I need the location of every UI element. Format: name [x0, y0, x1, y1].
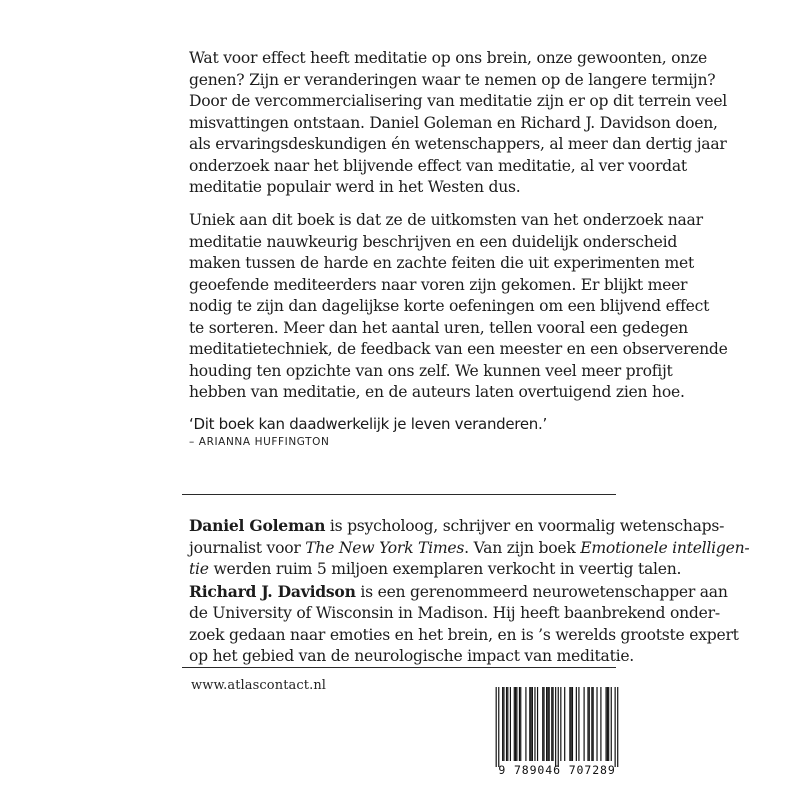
barcode-bar	[551, 687, 552, 761]
body-line: houding ten opzichte van ons zelf. We kunnen veel meer profijt	[189, 361, 673, 380]
barcode-bar	[496, 687, 497, 767]
barcode-bar	[552, 687, 553, 761]
barcode-bar	[600, 687, 601, 761]
barcode-bar	[560, 687, 561, 761]
description-line: misvattingen ontstaan. Daniel Goleman en Richard J. Davidson doen,	[189, 113, 718, 132]
barcode-bar	[587, 687, 588, 761]
barcode-bar	[515, 687, 516, 761]
barcode-bar	[617, 687, 618, 767]
barcode-bar	[530, 687, 531, 761]
barcode-bar	[516, 687, 517, 761]
author-bio-line: zoek gedaan naar emoties en het brein, en is ’s werelds grootste expert	[189, 625, 739, 644]
barcode-bar	[558, 687, 559, 767]
author-bio	[189, 515, 750, 668]
bio-text: . Van zijn boek	[464, 538, 581, 557]
publisher-website: www.atlascontact.nl	[191, 678, 327, 693]
barcode-bar	[596, 687, 597, 761]
author-name-davidson: Richard J. Davidson	[189, 581, 356, 601]
barcode-bar	[578, 687, 579, 761]
body-line: hebben van meditatie, en de auteurs laten overtuigend zien hoe.	[189, 383, 685, 401]
body-line: meditatie nauwkeurig beschrijven en een duidelijk onderscheid	[189, 232, 678, 251]
barcode-bar	[555, 687, 556, 767]
author-bio-line	[189, 538, 750, 560]
barcode-bar	[543, 687, 544, 761]
description-line: Wat voor effect heeft meditatie op ons brein, onze gewoonten, onze	[189, 49, 707, 67]
barcode-bar	[572, 687, 573, 761]
author-name-goleman: Daniel Goleman	[189, 516, 326, 535]
bio-text: is een gerenommeerd neurowetenschapper aan	[355, 582, 728, 601]
barcode-bar	[507, 687, 508, 761]
barcode-bar	[506, 687, 507, 761]
barcode-bar	[498, 687, 499, 767]
barcode-bar	[532, 687, 533, 761]
description-line: als ervaringsdeskundigen én wetenschappers, al meer dan dertig jaar	[189, 135, 727, 153]
description-paragraph	[189, 48, 728, 199]
barcode-bar	[542, 687, 543, 761]
section-divider	[182, 667, 616, 668]
bio-text: werden ruim 5 miljoen exemplaren verkocht in veertig talen.	[208, 560, 682, 578]
barcode-bar	[611, 687, 612, 761]
quote-attribution: – ARIANNA HUFFINGTON	[189, 436, 330, 448]
description-line: genen? Zijn er veranderingen waar te nemen op de langere termijn?	[189, 70, 716, 89]
barcode-bar	[549, 687, 550, 761]
barcode-bar	[615, 687, 616, 767]
barcode-bar	[593, 687, 594, 761]
barcode-bar	[571, 687, 572, 761]
author-bio-line: op het gebied van de neurologische impact van meditatie.	[189, 647, 635, 665]
barcode-bar	[569, 687, 570, 761]
barcode-bar	[519, 687, 520, 761]
barcode-bar	[608, 687, 609, 761]
barcode-bar	[525, 687, 526, 761]
barcode-bar	[564, 687, 565, 761]
barcode-bar	[537, 687, 538, 761]
barcode-bar	[529, 687, 530, 761]
review-quote: ‘Dit boek kan daadwerkelijk je leven veranderen.’	[189, 415, 547, 433]
book-title: tie	[189, 560, 209, 578]
author-bio-line: de University of Wisconsin in Madison. Hij heeft baanbrekend onder-	[189, 604, 720, 622]
isbn-number: 9 789046 707289	[498, 763, 616, 777]
barcode-bar	[547, 687, 548, 761]
description-line: meditatie populair werd in het Westen dus.	[189, 178, 521, 196]
body-line: nodig te zijn dan dagelijkse korte oefeningen om een blijvend effect	[189, 297, 710, 315]
barcode-bar	[546, 687, 547, 761]
body-paragraph	[189, 210, 728, 404]
barcode-bar	[591, 687, 592, 761]
description-line: onderzoek naar het blijvende effect van meditatie, al ver voordat	[189, 156, 687, 175]
publication-title: The New York Times	[305, 538, 465, 557]
barcode-bar	[576, 687, 577, 761]
bio-text: journalist voor	[189, 538, 306, 557]
author-bio-line	[189, 559, 682, 581]
barcode-background	[493, 685, 621, 763]
barcode-bar	[502, 687, 503, 761]
barcode-bar	[607, 687, 608, 761]
barcode-bar	[534, 687, 535, 761]
barcode-bar	[510, 687, 511, 761]
section-divider	[182, 494, 616, 495]
barcode-bar	[605, 687, 606, 761]
description-line: Door de vercommercialisering van meditatie zijn er op dit terrein veel	[189, 92, 728, 110]
book-title: Emotionele intelligen-	[580, 538, 750, 557]
body-line: Uniek aan dit boek is dat ze de uitkomsten van het onderzoek naar	[189, 211, 703, 229]
body-line: maken tussen de harde en zachte feiten die uit experimenten met	[189, 254, 695, 272]
barcode-bar	[520, 687, 521, 761]
body-line: te sorteren. Meer dan het aantal uren, tellen vooral een gedegen	[189, 318, 688, 337]
body-line: geoefende mediteerders naar voren zijn gekomen. Er blijkt meer	[189, 275, 688, 294]
author-bio-line	[189, 581, 728, 604]
barcode-bar	[584, 687, 585, 761]
barcode-bar	[503, 687, 504, 761]
author-bio-line	[189, 515, 725, 538]
barcode-bar	[589, 687, 590, 761]
barcode-bar	[514, 687, 515, 761]
bio-text: is psycholoog, schrijver en voormalig wetenschaps-	[325, 517, 725, 535]
body-line: meditatietechniek, de feedback van een meester en een observerende	[189, 340, 728, 358]
